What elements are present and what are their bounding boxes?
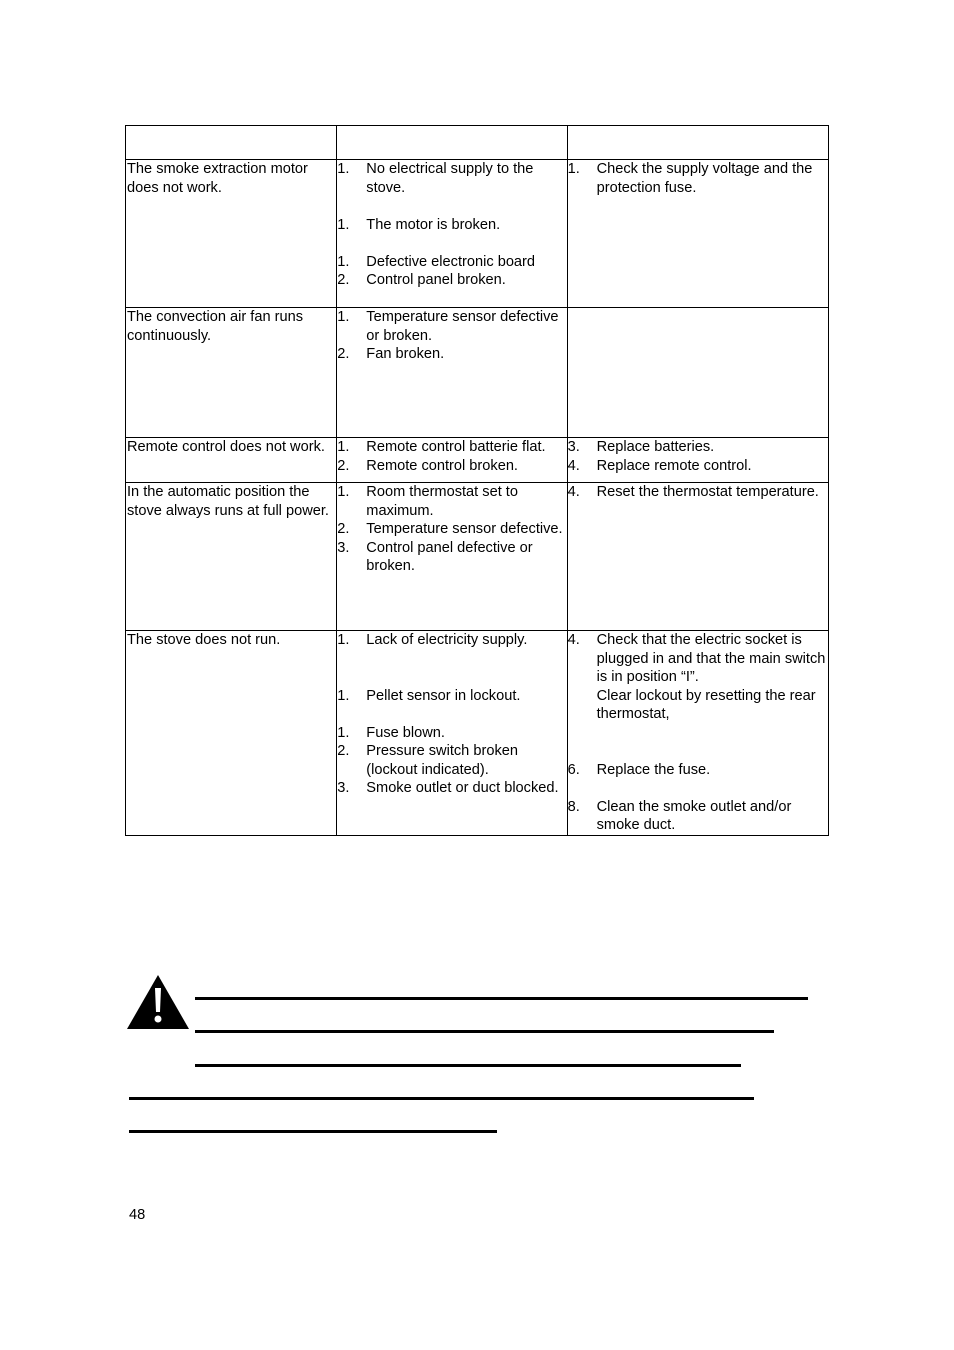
remedy-cell: [567, 160, 828, 308]
problem-cell: [126, 160, 337, 308]
problem-text: The convection air fan runs continuously.: [127, 309, 304, 344]
table-row: [126, 160, 829, 308]
list-item: 4. Replace remote control.: [567, 457, 752, 474]
problem-cell: [126, 308, 337, 438]
redacted-line: [129, 1130, 497, 1133]
problem-text: The stove does not run.: [127, 632, 281, 648]
cause-cell: [337, 308, 567, 438]
cause-cell: [337, 438, 567, 483]
list-item: 2. Temperature sensor defective.: [337, 521, 563, 537]
list-item: 3. Replace batteries.: [567, 439, 715, 455]
list-item: 1. Check the supply voltage and the protection fuse.: [567, 161, 813, 196]
page-number: 48: [129, 1207, 146, 1223]
list-item: 2. Pressure switch broken (lockout indicated).: [337, 743, 518, 778]
cause-cell: [337, 160, 567, 308]
list-item: 3. Control panel defective or broken.: [337, 539, 533, 574]
remedy-cell: [567, 631, 828, 836]
problem-cell: [126, 631, 337, 836]
list-item: 1. Defective electronic board: [337, 253, 536, 270]
list-item: 6. Replace the fuse.: [567, 761, 711, 778]
remedy-cell: [567, 483, 828, 631]
list-item: 1. Room thermostat set to maximum.: [337, 484, 518, 519]
cause-cell: [337, 483, 567, 631]
table-row: [126, 308, 829, 438]
problem-cell: [126, 483, 337, 631]
problem-text: The smoke extraction motor does not work.: [127, 161, 308, 196]
list-item: 1. The motor is broken.: [337, 216, 501, 233]
list-item: 1. Temperature sensor defective or broken.: [337, 309, 559, 344]
list-item: 4. Reset the thermostat temperature.: [567, 484, 819, 500]
list-item: 2. Fan broken.: [337, 346, 445, 362]
list-item: 2. Control panel broken.: [337, 272, 506, 288]
header-cell-cause: [337, 126, 567, 160]
list-item: Clear lockout by resetting the rear thermostat,: [596, 687, 816, 722]
problem-cell: [126, 438, 337, 483]
list-item: 1. Fuse blown.: [337, 724, 445, 741]
list-item: 8. Clean the smoke outlet and/or smoke duct.: [567, 798, 792, 833]
list-item: 4. Check that the electric socket is plugged in and that the main switch is in position “I”.: [567, 632, 826, 685]
table-row: [126, 631, 829, 836]
cause-cell: [337, 631, 567, 836]
list-item: 3. Smoke outlet or duct blocked.: [337, 780, 559, 796]
list-item: 1. No electrical supply to the stove.: [337, 161, 534, 196]
header-cell-remedy: [567, 126, 828, 160]
problem-text: In the automatic position the stove always runs at full power.: [127, 484, 329, 519]
warning-triangle-icon: [126, 974, 190, 1030]
redacted-line: [195, 997, 808, 1000]
list-item: 1. Lack of electricity supply.: [337, 632, 528, 648]
redacted-line: [195, 1030, 774, 1033]
list-item: 1. Pellet sensor in lockout.: [337, 687, 521, 704]
redacted-line: [195, 1064, 741, 1067]
header-cell-problem: [126, 126, 337, 160]
redacted-line: [129, 1097, 754, 1100]
troubleshooting-table: [125, 125, 829, 836]
remedy-cell: [567, 308, 828, 438]
remedy-cell: [567, 438, 828, 483]
table-header-row: [126, 126, 829, 160]
table-row: [126, 438, 829, 483]
list-item: 1. Remote control batterie flat.: [337, 439, 546, 455]
list-item: 2. Remote control broken.: [337, 457, 518, 474]
problem-text: Remote control does not work.: [127, 439, 325, 455]
table-row: [126, 483, 829, 631]
